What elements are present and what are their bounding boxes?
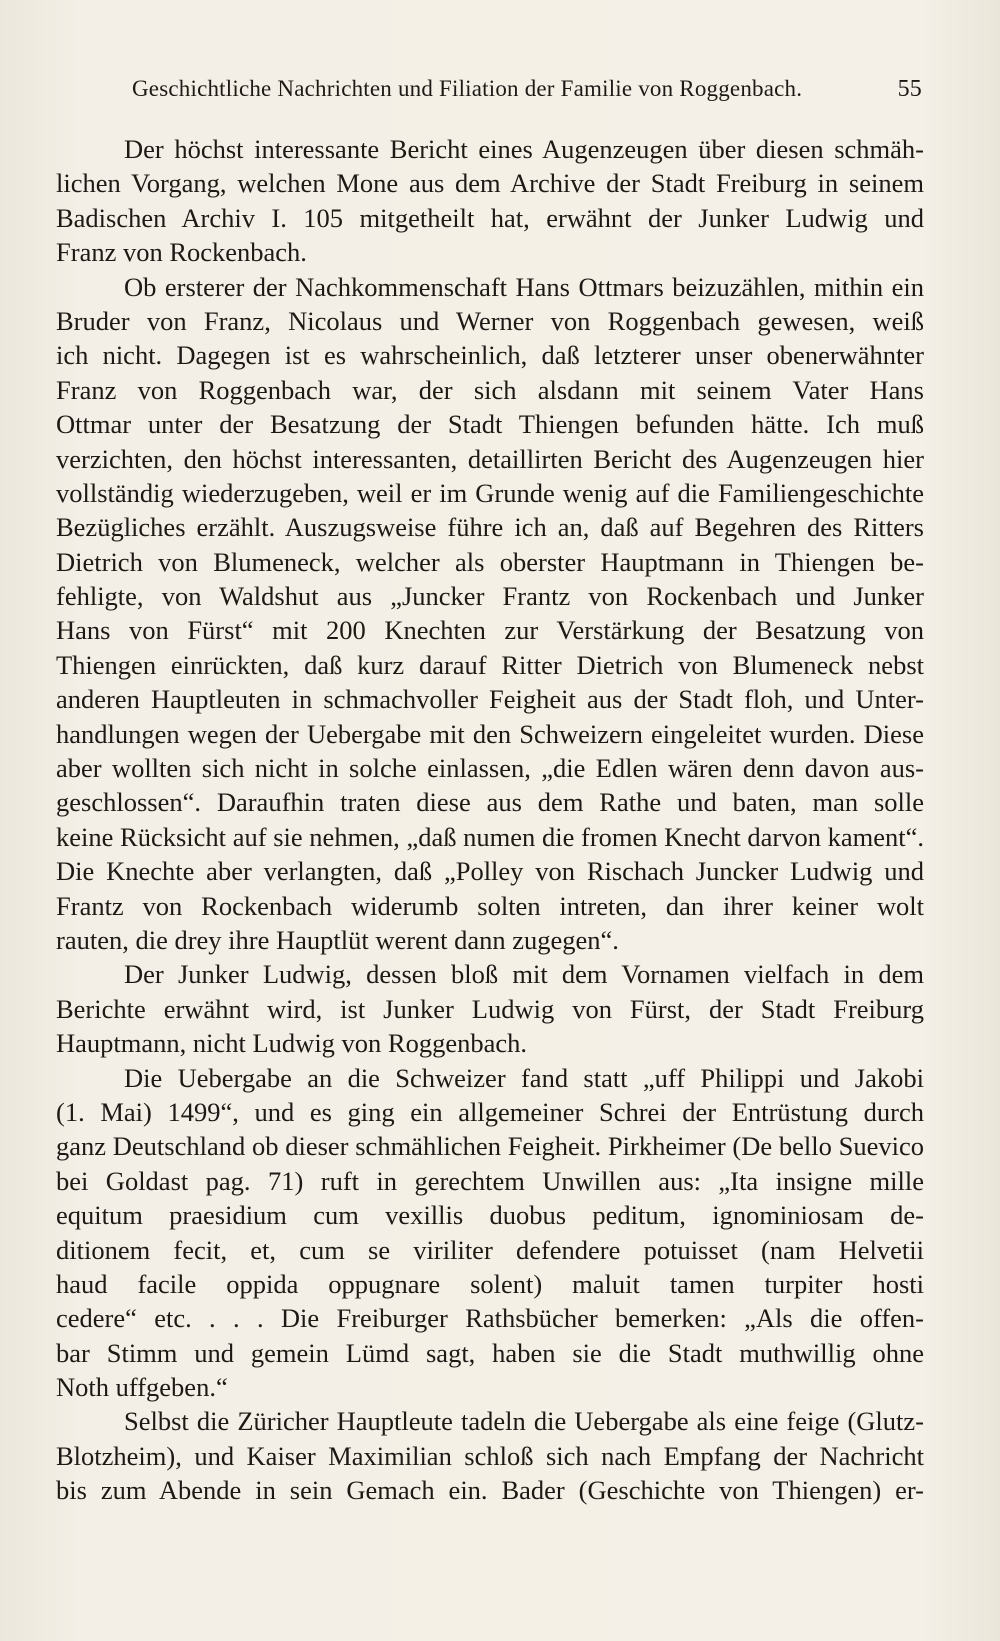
text-line: Der Junker Ludwig, dessen bloß mit dem Vornamen vielfach in dem: [124, 959, 924, 990]
text-line: equitum praesidium cum vexillis duobus peditum, ignominiosam de-: [56, 1200, 924, 1231]
text-line: Ottmar unter der Besatzung der Stadt Thiengen befunden hätte. Ich muß: [56, 409, 924, 440]
text-line: vollständig wiederzugeben, weil er im Grunde wenig auf die Familiengeschichte: [56, 477, 924, 508]
text-line: (1. Mai) 1499“, und es ging ein allgemeiner Schrei der Entrüstung durch: [56, 1096, 924, 1127]
text-line: anderen Hauptleuten in schmachvoller Feigheit aus der Stadt floh, und Unter-: [56, 684, 924, 715]
text-line: lichen Vorgang, welchen Mone aus dem Archive der Stadt Freiburg in seinem: [56, 168, 924, 199]
text-line: ich nicht. Dagegen ist es wahrscheinlich, daß letzterer unser obenerwähnter: [56, 340, 924, 371]
page-number: 55: [897, 76, 922, 102]
text-line: Frantz von Rockenbach widerumb solten intreten, dan ihrer keiner wolt: [56, 890, 924, 921]
text-line: bei Goldast pag. 71) ruft in gerechtem Unwillen aus: „Ita insigne mille: [56, 1165, 924, 1196]
text-line: Dietrich von Blumeneck, welcher als oberster Hauptmann in Thiengen be-: [56, 546, 924, 577]
running-head: [132, 76, 922, 108]
text-line: aber wollten sich nicht in solche einlassen, „die Edlen wären denn davon aus-: [56, 753, 924, 784]
text-line: haud facile oppida oppugnare solent) maluit tamen turpiter hosti: [56, 1268, 924, 1299]
text-line: Bruder von Franz, Nicolaus und Werner von Roggenbach gewesen, weiß: [56, 305, 924, 336]
text-line: Thiengen einrückten, daß kurz darauf Ritter Dietrich von Blumeneck nebst: [56, 649, 924, 680]
text-line: cedere“ etc. . . . Die Freiburger Rathsbücher bemerken: „Als die offen-: [56, 1303, 924, 1334]
text-line: Berichte erwähnt wird, ist Junker Ludwig von Fürst, der Stadt Freiburg: [56, 993, 924, 1024]
text-line: Badischen Archiv I. 105 mitgetheilt hat, erwähnt der Junker Ludwig und: [56, 202, 924, 233]
text-line: Noth uffgeben.“: [56, 1372, 228, 1403]
text-line: ganz Deutschland ob dieser schmählichen Feigheit. Pirkheimer (De bello Suevico: [56, 1131, 924, 1162]
text-line: geschlossen“. Daraufhin traten diese aus dem Rathe und baten, man solle: [56, 787, 924, 818]
body-text: [56, 132, 924, 1508]
text-line: bar Stimm und gemein Lümd sagt, haben sie die Stadt muthwillig ohne: [56, 1337, 924, 1368]
text-line: Hauptmann, nicht Ludwig von Roggenbach.: [56, 1028, 528, 1059]
text-line: Blotzheim), und Kaiser Maximilian schloß sich nach Empfang der Nachricht: [56, 1440, 924, 1471]
running-head-title: Geschichtliche Nachrichten und Filiation der Familie von Roggenbach.: [132, 76, 803, 101]
text-line: Franz von Rockenbach.: [56, 237, 307, 268]
text-line: Der höchst interessante Bericht eines Augenzeugen über diesen schmäh-: [124, 134, 924, 164]
text-line: Selbst die Züricher Hauptleute tadeln die Uebergabe als eine feige (Glutz-: [124, 1406, 924, 1437]
text-line: Franz von Roggenbach war, der sich alsdann mit seinem Vater Hans: [56, 374, 924, 405]
text-line: Die Knechte aber verlangten, daß „Polley von Rischach Juncker Ludwig und: [56, 856, 924, 887]
text-line: Ob ersterer der Nachkommenschaft Hans Ottmars beizuzählen, mithin ein: [124, 271, 924, 302]
text-line: bis zum Abende in sein Gemach ein. Bader (Geschichte von Thiengen) er-: [56, 1475, 924, 1506]
text-line: Die Uebergabe an die Schweizer fand statt „uff Philippi und Jakobi: [124, 1062, 924, 1093]
text-line: rauten, die drey ihre Hauptlüt werent dann zugegen“.: [56, 924, 619, 955]
text-line: Bezügliches erzählt. Auszugsweise führe ich an, daß auf Begehren des Ritters: [56, 512, 924, 543]
text-line: fehligte, von Waldshut aus „Juncker Frantz von Rockenbach und Junker: [56, 581, 924, 612]
text-line: ditionem fecit, et, cum se viriliter defendere potuisset (nam Helvetii: [56, 1234, 924, 1265]
text-line: verzichten, den höchst interessanten, detaillirten Bericht des Augenzeugen hier: [56, 443, 924, 474]
text-line: Hans von Fürst“ mit 200 Knechten zur Verstärkung der Besatzung von: [56, 615, 924, 646]
text-line: keine Rücksicht auf sie nehmen, „daß numen die fromen Knecht darvon kament“.: [56, 821, 924, 852]
text-line: handlungen wegen der Uebergabe mit den Schweizern eingeleitet wurden. Diese: [56, 718, 924, 749]
